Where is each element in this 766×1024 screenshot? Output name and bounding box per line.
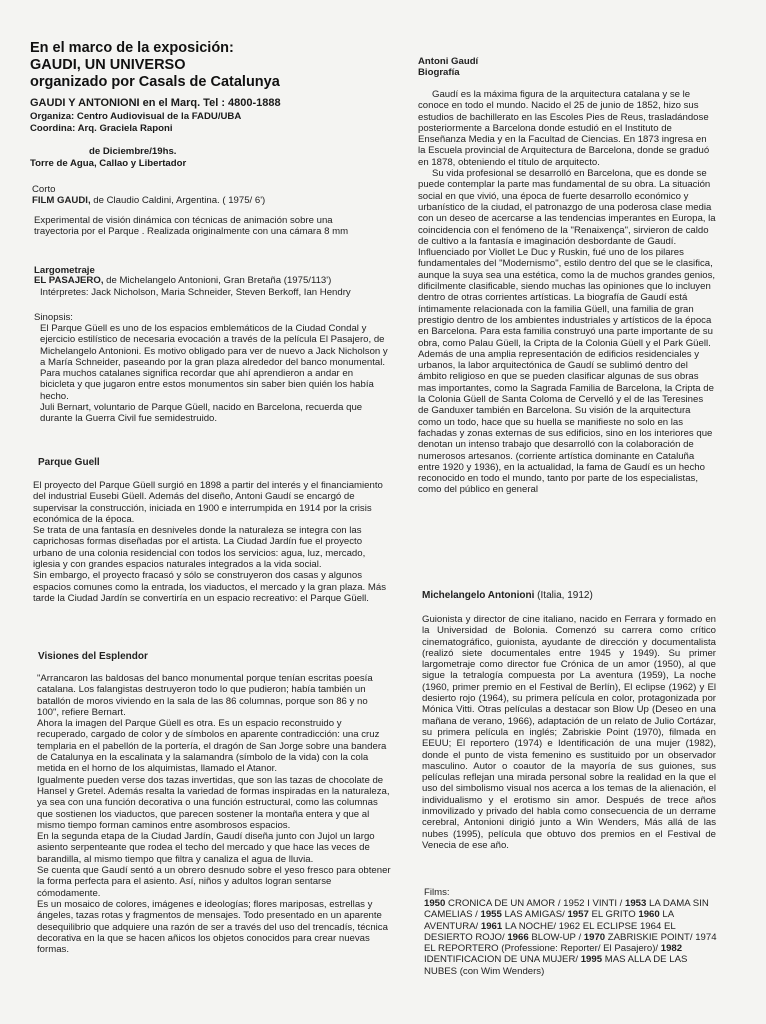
film-title: I VINTI / [584, 898, 626, 909]
film-year: 1962 [558, 920, 581, 932]
corto-film-credits: de Claudio Caldini, Argentina. ( 1975/ 6') [90, 195, 266, 206]
largometraje-film-credits: de Michelangelo Antonioni, Gran Bretaña (1975/113') [103, 275, 332, 286]
largometraje-film-title: EL PASAJERO, [34, 275, 104, 286]
event-date: de Diciembre/19hs. [89, 146, 177, 157]
gaudi-bio-paragraph-3: Además de una amplia representación de edificios residenciales y urbanos, la labor arquitectónica de Gaudí se sublimó dentro del ámbito religioso en que se pueden clasificar algunas de sus obras mas importantes, como la Sagrada Familia de Barcelona, la Cripta de la Colonia Güell de Santa Coloma de Cervelló y el de las Teresines de Ganduxer también en Barcelona. Su visión de la arquitectura como un todo, hace que su huella se manifieste no solo en las fachadas y zonas externas de sus edificios, sino en los interiores que denotan un intenso trabajo que desarrolló con la colaboración de numerosos artesanos. (corriente artística dominante en Cataluña entre 1920 y 1936), en la actualidad, la fama de Gaudí es un hecho reconocido en todo el mundo, tanto por parte de los especialistas, como del público en general [418, 348, 714, 496]
sinopsis-body [40, 323, 390, 425]
parque-guell-paragraph-2: Se trata de una fantasía en desniveles donde la naturaleza se integra con las caprichosas formas diseñadas por el artista. La Ciudad Jardín fue el proyecto urbano de una colonia residencial con todos los servicios: agua, luz, mercado, iglesia y con grandes espacios naturales integrados a la vida social. [33, 525, 366, 571]
event-place: Torre de Agua, Callao y Libertador [30, 158, 187, 169]
parque-guell-paragraph-3: Sin embargo, el proyecto fracasó y sólo se construyeron dos casas y algunos espacios comunes como la entrada, los viaductos, el mercado y la gran plaza. Más tarde la Ciudad Jardín se convertiría en un espacio recreativo: el Parque Güell. [33, 570, 387, 604]
corto-film [32, 195, 402, 206]
film-title: LAS AMIGAS/ [501, 909, 568, 921]
film-year: 1955 [480, 909, 502, 921]
antonioni-heading-name: Michelangelo Antonioni [422, 590, 535, 601]
film-title: LA NOCHE/ [502, 920, 559, 932]
parque-guell-heading: Parque Guell [38, 457, 100, 468]
film-year: 1974 [695, 931, 717, 943]
title-line-1: En el marco de la exposición: [30, 40, 234, 56]
film-year: 1953 [625, 898, 647, 909]
visiones-paragraph-1: "Arrancaron las baldosas del banco monumental porque tenían escritas poesía catalana. Los falangistas destruyeron todo lo que pudieron; había también un batallón de moros viviendo en la sala de las 86 columnas, porque son 86 y no 100", refiere Bernart. [37, 673, 373, 718]
film-year: 1995 [580, 954, 603, 966]
film-title: LA DAMA SIN CAMELIAS / [424, 898, 709, 921]
film-title: EL GRITO [588, 909, 639, 921]
gaudi-heading-biografia: Biografía [418, 67, 460, 78]
films-list [424, 898, 718, 977]
sinopsis-paragraph-1: El Parque Güell es uno de los espacios emblemáticos de la Ciudad Condal y ejercicio estilístico de necesaria evocación a través de la película El Pasajero, de Michelangelo Antonioni. Es motivo obligado para ver de nuevo a Jack Nicholson y a María Schneider, paseando por la gran plaza alrededor del banco monumental. [40, 323, 388, 368]
film-year: 1966 [507, 931, 529, 943]
film-title: ZABRISKIE POINT/ [605, 931, 696, 943]
film-title: EL ECLIPSE [580, 920, 640, 932]
visiones-paragraph-6: Es un mosaico de colores, imágenes e ideologías; flores mariposas, estrellas y ángeles, tazas rotas y fragmentos de mensajes. Todo presentado en un aparente desequilibrio que adquiere una razón de ser a través del uso del trencadís, técnica decorativa en la que se hacen añicos los objetos conocidos para crear nuevas formas. [37, 898, 388, 956]
film-year: 1982 [660, 943, 683, 955]
visiones-paragraph-5: Se cuenta que Gaudí sentó a un obrero desnudo sobre el yeso fresco para obtener la forma perfecta para el asiento. Así, niños y adultos logran sentarse cómodamente. [37, 865, 391, 899]
gaudi-heading [418, 56, 478, 78]
film-year: 1960 [638, 909, 660, 921]
title-line-2: GAUDI, UN UNIVERSO [30, 57, 186, 73]
gaudi-bio-body [418, 89, 716, 496]
event-title: GAUDI Y ANTONIONI en el Marq. Tel : 4800-1888 [30, 97, 281, 109]
film-year: 1970 [583, 931, 606, 943]
visiones-body [37, 673, 392, 955]
visiones-heading: Visiones del Esplendor [38, 651, 148, 662]
film-year: 1961 [480, 920, 503, 932]
corto-label: Corto [32, 184, 56, 195]
corto-description: Experimental de visión dinámica con técnicas de animación sobre una trayectoria por el Parque . Realizada originalmente con una cámara 8 mm [34, 215, 349, 238]
visiones-paragraph-4: En la segunda etapa de la Ciudad Jardín, Gaudí diseña junto con Jujol un largo asiento serpenteante que rodea el techo del mercado y que hace las veces de barandilla, al mismo tiempo que filtra y canaliza el agua de lluvia. [37, 831, 375, 865]
film-year: 1950 [424, 898, 446, 909]
film-year: 1952 [563, 898, 585, 909]
gaudi-bio-paragraph-2: Su vida profesional se desarrolló en Barcelona, que es donde se puede contemplar la parte mas fundamental de su obra. La situación social en que vivió, una época de fuerte desarrollo económico y urbanístico de la ciudad, el patronazgo de una poderosa clase media con un deseo de acercarse a las tendencias imperantes en Europa, la coincidencia con el fenómeno de la "Renaixença", sirvieron de caldo de cultivo a la fantasía e imaginación desbordante de Gaudí. Influenciado por Viollet Le Duc y Ruskin, fué uno de los pilares fundamentales del "Modernismo", estilo dentro del que se le clasifica, aunque la suya sea una estética, como la de muchos grandes genios, dificilmente clasificable, siendo muchas las opiniones que lo incluyen dentro de otras corrientes artísticas. La biografía de Gaudí está íntimamente relacionada con la familia Güell, una familia de gran prestigio dentro de los ambientes industriales y artísticos de la época en Barcelona. Para esta familia construyó una parte importante de su obra, como Palau Güell, la Cripta de la Colonia Güell y el Park Güell. [418, 168, 716, 349]
gaudi-bio-paragraph-1: Gaudí es la máxima figura de la arquitectura catalana y se le conoce en todo el mundo. Nacido el 25 de junio de 1852, hizo sus estudios de bachillerato en las Escoles Pies de Reus, trasladándose posteriormente a Barcelona donde estudió en el Instituto de Enseñanza Media y en la Facultad de Ciencias. En 1873 ingresa en la Escuela provincial de Arquitectura de Barcelona, donde se graduó en 1878, obteniendo el título de arquitecto. [418, 89, 710, 168]
event-coordina: Coordina: Arq. Graciela Raponi [30, 123, 173, 134]
antonioni-body [422, 614, 716, 851]
event-organiza: Organiza: Centro Audiovisual de la FADU/UBA [30, 111, 242, 122]
film-year: 1957 [567, 909, 589, 921]
parque-guell-body [33, 480, 391, 604]
parque-guell-paragraph-1: El proyecto del Parque Güell surgió en 1898 a partir del interés y el financiamiento del industrial Eusebi Güell. Además del diseño, Antoni Gaudí se encargó de supervisar la construcción, iniciada en 1900 e interrumpida en 1914 por la crisis económica de la época. [33, 480, 383, 525]
largometraje-interpretes: Intérpretes: Jack Nicholson, Maria Schneider, Steven Berkoff, Ian Hendry [40, 287, 351, 298]
sinopsis-label: Sinopsis: [34, 312, 73, 323]
title-line-3: organizado por Casals de Catalunya [30, 74, 280, 90]
film-title: CRONICA DE UN AMOR / [445, 898, 564, 909]
film-title: MAS ALLA DE LAS NUBES (con Wim Wenders) [424, 954, 688, 977]
visiones-paragraph-2: Ahora la imagen del Parque Güell es otra. Es un espacio reconstruido y recuperado, cargado de color y de símbolos en aparente contradicción: una cruz templaria en el pabellón de la portería, el dragón de San Jorge sobre una bandera de Catalunya en la escalinata y la salamandra (símbolo de la vida) con la cola metida en el horno de los alquimistas, llamado el Atanor. [37, 718, 387, 775]
page-title [30, 40, 280, 91]
film-title: LA AVENTURA/ [424, 909, 674, 932]
film-title: EL REPORTERO (Professione: Reporter/ El Pasajero)/ [424, 943, 661, 955]
corto-film-title: FILM GAUDI, [32, 195, 91, 206]
gaudi-heading-name: Antoni Gaudí [418, 56, 479, 67]
largometraje-label: Largometraje [34, 265, 95, 276]
sinopsis-paragraph-2: Para muchos catalanes significa recordar que ahí aprendieron a andar en bicicleta y que jugaron entre estos monumentos sin saber bien quién los había hecho. [40, 368, 374, 402]
sinopsis-paragraph-3: Juli Bernart, voluntario de Parque Güell, nacido en Barcelona, recuerda que durante la Guerra Civil fue semidestruido. [40, 402, 363, 425]
largometraje-film [34, 275, 404, 286]
antonioni-paragraph-1: Guionista y director de cine italiano, nacido en Ferrara y formado en la Universidad de Bolonia. Comenzó su carrera como crítico cinematográfico, guionista, ayudante de dirección y documentalista (realizó siete documentales entre 1945 y 1949). Su primer largometraje como director fue Crónica de un amor (1950), al que sigue la tetralogía compuesta por La aventura (1959), La noche (1960, primer premio en el Festival de Berlín), El eclipse (1962) y El desierto rojo (1964), su primera película en color, protagonizada por Mónica Vitti. Otras películas a destacar son Blow Up (Deseo en una mañana de verano, 1966), adaptación de un relato de Julio Cortázar, su primera película en inglés; Zabriskie Point (1970), filmada en EEUU; El reportero (1974) e Identificación de una mujer (1982), donde el punto de vista femenino es sustituido por un observador masculino. Autor o coautor de la mayoría de sus guiones, sus películas reflejan una mirada personal sobre la realidad en la que el uso del simbolismo visual nos acerca a los temas de la alienación, el individualismo y el erotismo sin amor. Después de trece años inmovilizado y privado del habla como consecuencia de un derrame cerebral, Antonioni dirigió junto a Win Wenders, Más allá de las nubes (1995), película que obtuvo dos premios en el Festival de Venecia de ese año. [422, 614, 716, 851]
antonioni-heading [422, 590, 593, 601]
film-title: BLOW-UP / [528, 931, 584, 943]
film-title: EL DESIERTO ROJO/ [424, 920, 676, 943]
visiones-paragraph-3: Igualmente pueden verse dos tazas invertidas, que son las tazas de chocolate de Hansel y Gretel. Además resalta la variedad de formas inspiradas en la naturaleza, ya sea con una función decorativa o una función estructural, como las columnas que sostienen los viaductos, que parecen sostener la montaña entera y que al mismo tiempo forman caminos entre asombrosos espacios. [37, 774, 390, 831]
antonioni-heading-origin: (Italia, 1912) [534, 590, 593, 601]
film-year: 1964 [639, 920, 662, 932]
film-title: IDENTIFICACION DE UNA MUJER/ [424, 954, 581, 966]
films-label: Films: [424, 887, 450, 898]
